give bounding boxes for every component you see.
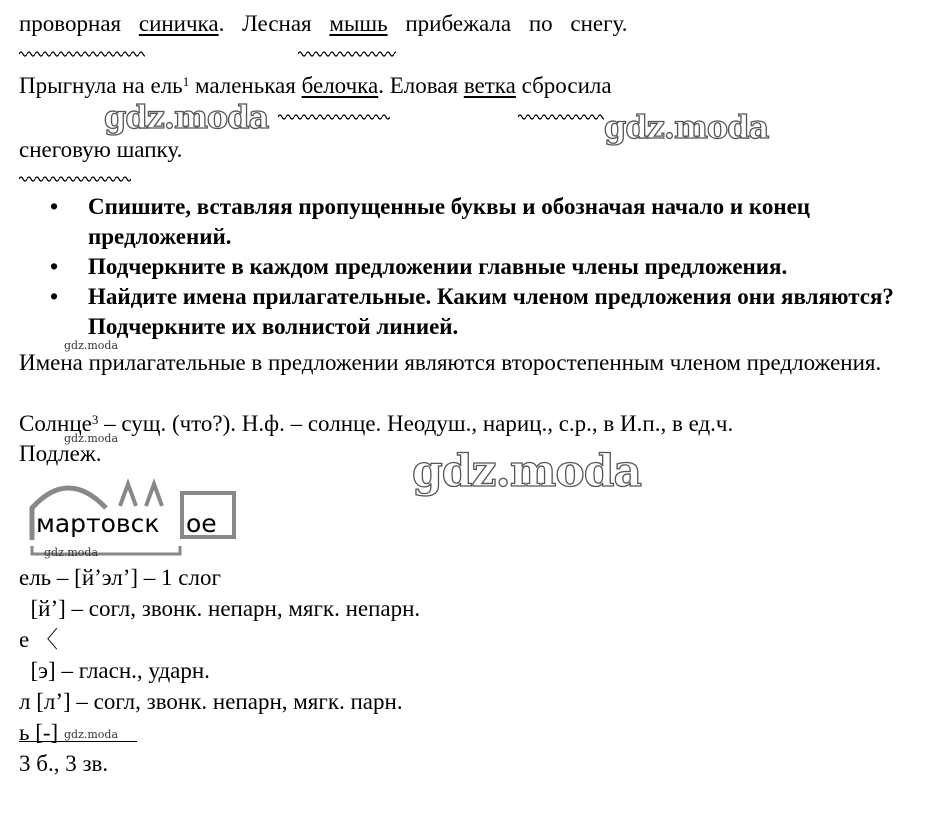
separator-line <box>19 741 137 742</box>
phonetic-line: 3 б., 3 зв. <box>19 751 109 776</box>
task-text: Подчеркните в каждом предложении главные члены предложения. <box>88 254 788 279</box>
phonetic-line: е 〈 <box>19 627 58 652</box>
sentence-line-1 <box>19 10 628 38</box>
text-segment: проворная <box>19 11 122 36</box>
task-text: Спишите, вставляя пропущенные буквы и обозначая начало и конец предложений. <box>88 194 811 249</box>
wavy-underline <box>518 113 604 121</box>
wavy-underline <box>19 50 145 58</box>
text-segment: . Еловая <box>378 73 464 98</box>
watermark: gdz.moda <box>64 432 119 445</box>
task-text: Найдите имена прилагательные. Каким членом предложения они являются? Подчеркните их волнистой линией. <box>88 284 894 339</box>
wavy-underline <box>278 113 390 121</box>
suffix-marks <box>120 484 162 506</box>
task-item <box>50 282 930 342</box>
footnote-marker: 3 <box>91 412 99 427</box>
watermark: gdz.moda <box>64 339 119 352</box>
footnote-marker: 1 <box>182 74 190 89</box>
subject-underlined: синичка <box>138 11 219 36</box>
watermark: gdz.moda <box>604 108 769 146</box>
watermark: gdz.moda <box>44 546 99 559</box>
watermark: gdz.moda <box>64 728 119 741</box>
task-list <box>50 192 930 342</box>
watermark: gdz.moda <box>104 98 269 136</box>
answer-paragraph: Имена прилагательные в предложении являются второстепенным членом предложения. <box>19 350 882 375</box>
analysed-word: Солнце <box>19 411 92 436</box>
phonetic-line: ель – [й’эл’] – 1 слог <box>19 565 221 590</box>
bullet-icon: • <box>50 194 59 219</box>
morph-text: – сущ. (что?). Н.ф. – солнце. Неодуш., нариц., с.р., в И.п., в ед.ч. <box>98 411 734 436</box>
phonetic-line: [э] – гласн., ударн. <box>19 658 210 683</box>
scheme-ending: ое <box>186 509 217 538</box>
subject-underlined: мышь <box>329 11 388 36</box>
text-segment: сбросила <box>515 73 612 98</box>
phonetic-line: л [л’] – согл, звонк. непарн, мягк. парн. <box>19 689 403 714</box>
watermark: gdz.moda <box>412 446 642 497</box>
text-segment: маленькая <box>189 73 302 98</box>
subject-underlined: ветка <box>463 73 516 98</box>
scheme-stem: мартовск <box>36 509 160 538</box>
bullet-icon: • <box>50 284 59 309</box>
morph-line-2: Подлеж. <box>19 441 102 466</box>
sentence-line-3: снеговую шапку. <box>19 137 183 162</box>
subject-underlined: белочка <box>301 73 379 98</box>
wavy-underline <box>298 50 396 58</box>
task-item <box>50 252 930 282</box>
phonetic-line: ь [-] <box>19 720 59 745</box>
text-segment: . Лесная <box>218 11 312 36</box>
morph-line-1 <box>19 410 733 438</box>
wavy-underline <box>19 175 131 183</box>
task-item <box>50 192 930 252</box>
phonetic-line: [й’] – согл, звонк. непарн, мягк. непарн. <box>19 596 421 621</box>
text-segment: прибежала по снегу. <box>405 11 628 36</box>
bullet-icon: • <box>50 254 59 279</box>
text-segment: Прыгнула на ель <box>19 73 183 98</box>
sentence-line-2 <box>19 72 612 100</box>
